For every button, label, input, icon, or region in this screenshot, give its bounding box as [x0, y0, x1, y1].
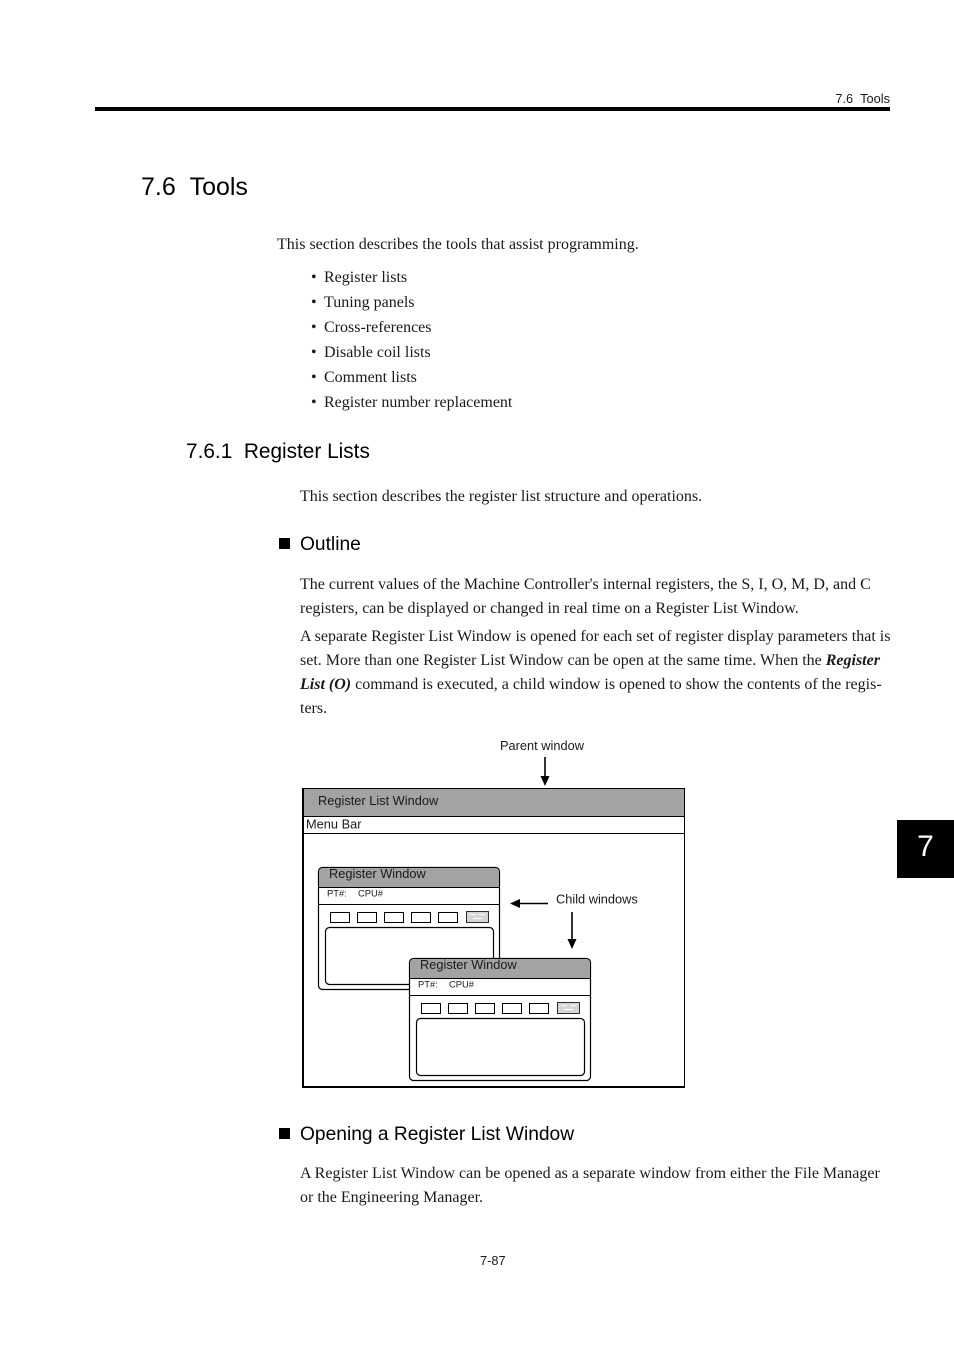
toolbar-button — [476, 1004, 495, 1014]
toolbar-button — [385, 913, 404, 923]
register-list-window-title: Register List Window — [318, 793, 439, 808]
toolbar-button — [358, 913, 377, 923]
toolbar-button — [449, 1004, 468, 1014]
parent-window-arrow — [541, 757, 550, 786]
list-item: • Register number replacement — [311, 390, 512, 415]
list-item: • Register lists — [311, 265, 512, 290]
list-item: • Disable coil lists — [311, 340, 512, 365]
opening-paragraph — [300, 1162, 880, 1210]
chapter-tab-number: 7 — [917, 829, 934, 863]
cpu-label: CPU# — [449, 978, 475, 990]
cpu-label: CPU# — [358, 887, 384, 899]
outline-paragraph-1 — [300, 573, 871, 621]
paragraph-text: command is executed, a child window is opened to show the contents of the regis- — [351, 676, 882, 693]
display-format-icon — [558, 1003, 580, 1014]
paragraph-line — [300, 649, 890, 673]
register-window-diagram — [290, 730, 700, 1095]
command-name-register: Register — [825, 652, 880, 669]
toolbar-button — [503, 1004, 522, 1014]
child-windows-label: Child windows — [556, 891, 638, 907]
command-name-list: List (O) — [300, 676, 352, 693]
paragraph-line: registers, can be displayed or changed in real time on a Register List Window. — [300, 600, 799, 617]
toolbar-button — [439, 913, 458, 923]
section-number: 7.6 — [141, 173, 176, 201]
parent-window-label: Parent window — [500, 738, 584, 753]
tools-list — [311, 265, 512, 415]
paragraph-line — [300, 673, 890, 697]
register-window-title: Register Window — [329, 866, 426, 881]
chapter-tab — [897, 820, 954, 878]
running-header-title: Tools — [860, 91, 890, 106]
square-bullet-icon — [279, 1128, 290, 1139]
list-item: • Tuning panels — [311, 290, 512, 315]
running-header — [835, 91, 890, 106]
paragraph-text: set. More than one Register List Window can be open at the same time. When the — [300, 652, 826, 669]
child-register-window — [410, 957, 591, 1081]
toolbar-button — [422, 1004, 441, 1014]
list-item: • Cross-references — [311, 315, 512, 340]
opening-heading: Opening a Register List Window — [300, 1124, 575, 1145]
section-title: Tools — [189, 173, 248, 201]
subsection-number: 7.6.1 — [186, 440, 233, 463]
header-rule — [95, 107, 890, 111]
toolbar-button — [412, 913, 431, 923]
paragraph-line: A separate Register List Window is opened for each set of register display parameters that is — [300, 628, 891, 645]
paragraph-line: The current values of the Machine Controller's internal registers, the S, I, O, M, D, and C — [300, 576, 871, 593]
display-format-icon — [467, 912, 489, 923]
subsection-heading — [186, 439, 370, 464]
outline-heading: Outline — [300, 534, 361, 555]
section-intro: This section describes the tools that assist programming. — [277, 236, 639, 253]
subsection-intro: This section describes the register list structure and operations. — [300, 488, 703, 505]
running-header-number: 7.6 — [835, 91, 854, 106]
menu-bar: Menu Bar — [306, 816, 362, 832]
list-item: • Comment lists — [311, 365, 512, 390]
register-display-area — [417, 1019, 585, 1076]
paragraph-line: or the Engineering Manager. — [300, 1189, 484, 1206]
register-window-title: Register Window — [420, 957, 517, 972]
pt-label: PT#: — [327, 887, 347, 899]
section-heading — [141, 172, 248, 202]
pt-label: PT#: — [418, 978, 438, 990]
paragraph-line: A Register List Window can be opened as a separate window from either the File Manager — [300, 1165, 880, 1182]
square-bullet-icon — [279, 538, 290, 549]
toolbar-button — [530, 1004, 549, 1014]
page-number: 7-87 — [480, 1253, 506, 1268]
paragraph-line: ters. — [300, 700, 328, 717]
outline-paragraph-2 — [300, 625, 890, 721]
subsection-title: Register Lists — [243, 440, 370, 463]
toolbar-button — [331, 913, 350, 923]
